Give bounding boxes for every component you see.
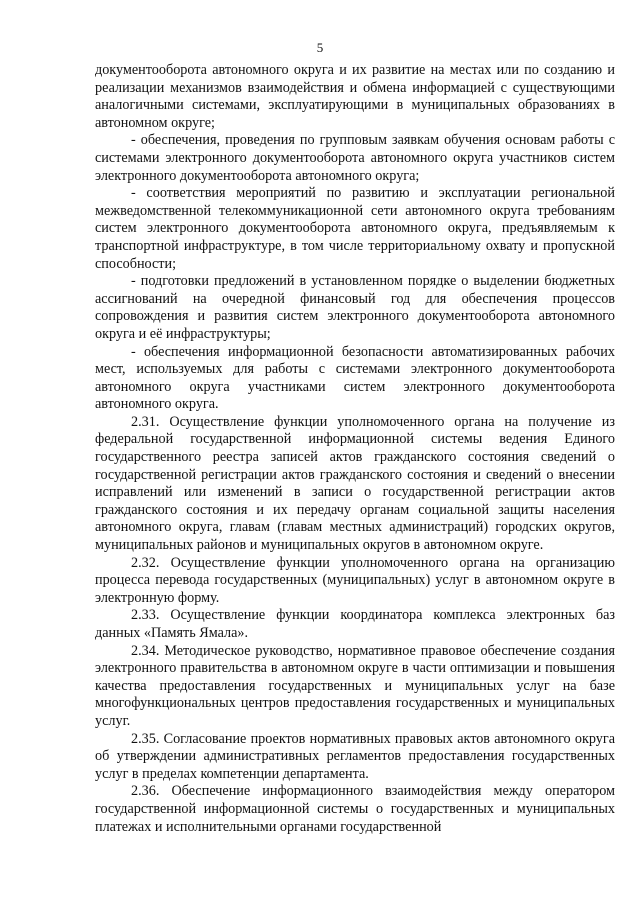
paragraph-continuation: документооборота автономного округа и их развитие на местах или по созданию и реализации механизмов взаимодействия и обмена информацией с существующими аналогичными системами, эксплуатирующими в муниципальных образованиях в автономном округе; bbox=[95, 62, 615, 131]
paragraph-2-33: 2.33. Осуществление функции координатора комплекса электронных баз данных «Память Ямала». bbox=[95, 607, 615, 641]
paragraph-2-35: 2.35. Согласование проектов нормативных правовых актов автономного округа об утверждении административных регламентов предоставления государственных услуг в пределах компетенции департамента. bbox=[95, 730, 615, 782]
document-body bbox=[95, 62, 615, 836]
page-number: 5 bbox=[316, 40, 324, 55]
paragraph-2-36: 2.36. Обеспечение информационного взаимодействия между оператором государственной информационной системы о государственных и муниципальных платежах и исполнительными органами государственной bbox=[95, 783, 615, 835]
paragraph-training: - обеспечения, проведения по групповым заявкам обучения основам работы с системами электронного документооборота автономного округа участников систем электронного документооборота автономного округа; bbox=[95, 132, 615, 184]
paragraph-network: - соответствия мероприятий по развитию и эксплуатации региональной межведомственной телекоммуникационной сети автономного округа требованиям систем электронного документооборота автономного округа, предъявляемым к транспортной инфраструктуре, в том числе территориальному охвату и пропускной способности; bbox=[95, 185, 615, 272]
paragraph-security: - обеспечения информационной безопасности автоматизированных рабочих мест, используемых для работы с системами электронного документооборота автономного округа участниками систем электронного документооборота автономного округа. bbox=[95, 343, 615, 413]
paragraph-2-32: 2.32. Осуществление функции уполномоченного органа на организацию процесса перевода государственных (муниципальных) услуг в автономном округе в электронную форму. bbox=[95, 554, 615, 606]
paragraph-budget: - подготовки предложений в установленном порядке о выделении бюджетных ассигнований на очередной финансовый год для обеспечения процессов сопровождения и развития систем электронного документооборота автономного округа и её инфраструктуры; bbox=[95, 273, 615, 342]
paragraph-2-31: 2.31. Осуществление функции уполномоченного органа на получение из федеральной государственной информационной системы ведения Единого государственного реестра записей актов гражданского состояния сведений о государственной регистрации актов гражданского состояния и сведений о внесении исправлений или изменений в записи о государственной регистрации актов гражданского состояния и их передачу органам социальной защиты населения автономного округа, главам (главам местных администраций) городских округов, муниципальных районов и муниципальных округов в автономном округе. bbox=[95, 413, 615, 554]
paragraph-2-34: 2.34. Методическое руководство, нормативное правовое обеспечение создания электронного правительства в автономном округе в части оптимизации и повышения качества предоставления государственных и муниципальных услуг на базе многофункциональных центров предоставления государственных и муниципальных услуг. bbox=[95, 642, 615, 729]
